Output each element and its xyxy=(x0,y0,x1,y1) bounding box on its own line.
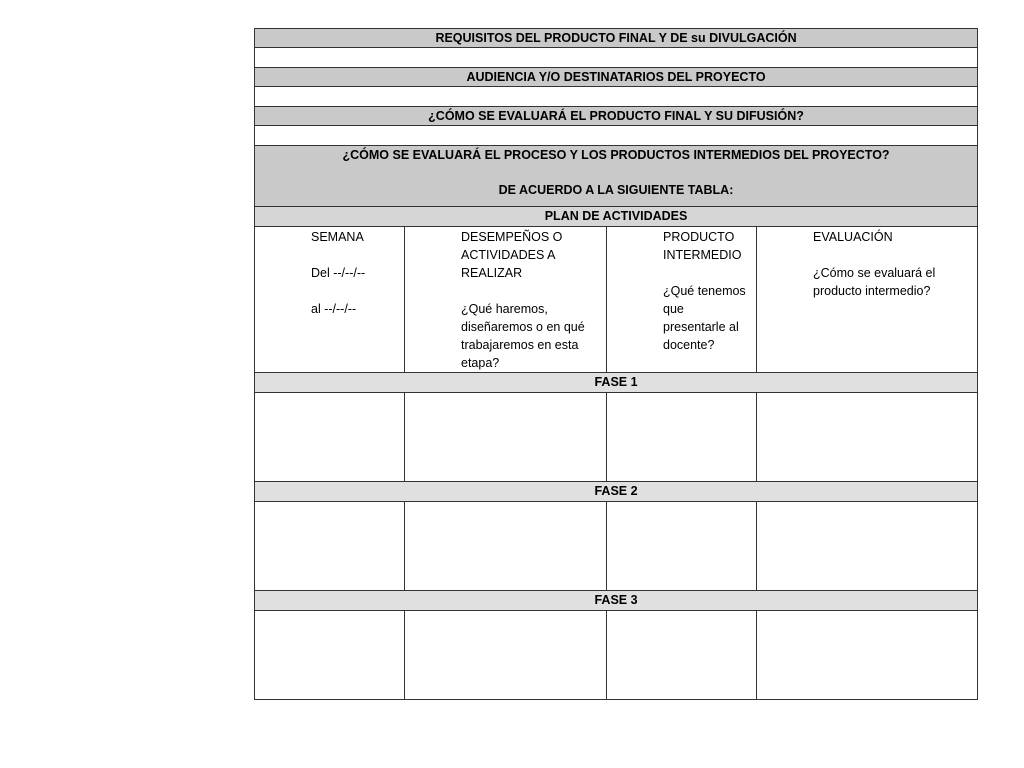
audiencia-header: AUDIENCIA Y/O DESTINATARIOS DEL PROYECTO xyxy=(255,68,978,87)
fase-3-semana-cell[interactable] xyxy=(255,611,405,700)
fase-2-evaluacion-cell[interactable] xyxy=(757,502,978,591)
fase-2-desempenos-cell[interactable] xyxy=(405,502,607,591)
audiencia-field[interactable] xyxy=(255,87,978,107)
column-header-evaluacion xyxy=(757,227,978,373)
tabla-subtitle: DE ACUERDO A LA SIGUIENTE TABLA: xyxy=(498,183,734,197)
plan-actividades-header: PLAN DE ACTIVIDADES xyxy=(255,207,978,227)
desempenos-label-3: REALIZAR xyxy=(461,266,523,280)
evaluacion-question-1: ¿Cómo se evaluará el xyxy=(813,266,936,280)
fase-2-header: FASE 2 xyxy=(255,482,978,502)
producto-label-1: PRODUCTO xyxy=(663,230,735,244)
producto-question-2: que xyxy=(663,302,684,316)
producto-label-2: INTERMEDIO xyxy=(663,248,742,262)
producto-question-1: ¿Qué tenemos xyxy=(663,284,746,298)
requisitos-field[interactable] xyxy=(255,48,978,68)
semana-label: SEMANA xyxy=(311,230,364,244)
desempenos-question-3: trabajaremos en esta xyxy=(461,338,579,352)
semana-al: al --/--/-- xyxy=(311,302,357,316)
fase-1-semana-cell[interactable] xyxy=(255,393,405,482)
fase-3-producto-cell[interactable] xyxy=(607,611,757,700)
desempenos-question-4: etapa? xyxy=(461,356,500,370)
desempenos-label-2: ACTIVIDADES A xyxy=(461,248,556,262)
fase-1-header: FASE 1 xyxy=(255,373,978,393)
desempenos-question-2: diseñaremos o en qué xyxy=(461,320,585,334)
fase-2-producto-cell[interactable] xyxy=(607,502,757,591)
producto-question-4: docente? xyxy=(663,338,715,352)
desempenos-label-1: DESEMPEÑOS O xyxy=(461,230,563,244)
fase-1-desempenos-cell[interactable] xyxy=(405,393,607,482)
producto-question-3: presentarle al xyxy=(663,320,739,334)
fase-2-semana-cell[interactable] xyxy=(255,502,405,591)
requisitos-header: REQUISITOS DEL PRODUCTO FINAL Y DE su DIVULGACIÓN xyxy=(255,29,978,48)
evaluacion-proceso-title: ¿CÓMO SE EVALUARÁ EL PROCESO Y LOS PRODUCTOS INTERMEDIOS DEL PROYECTO? xyxy=(342,148,890,162)
evaluacion-label: EVALUACIÓN xyxy=(813,230,893,244)
fase-3-header: FASE 3 xyxy=(255,591,978,611)
column-header-semana xyxy=(255,227,405,373)
project-form-table xyxy=(254,28,978,700)
fase-3-desempenos-cell[interactable] xyxy=(405,611,607,700)
evaluacion-question-2: producto intermedio? xyxy=(813,284,931,298)
fase-1-evaluacion-cell[interactable] xyxy=(757,393,978,482)
evaluacion-proceso-header xyxy=(255,146,978,207)
evaluacion-producto-field[interactable] xyxy=(255,126,978,146)
evaluacion-producto-header: ¿CÓMO SE EVALUARÁ EL PRODUCTO FINAL Y SU DIFUSIÓN? xyxy=(255,107,978,126)
desempenos-question-1: ¿Qué haremos, xyxy=(461,302,548,316)
fase-3-evaluacion-cell[interactable] xyxy=(757,611,978,700)
column-header-desempenos xyxy=(405,227,607,373)
column-header-producto xyxy=(607,227,757,373)
semana-del: Del --/--/-- xyxy=(311,266,366,280)
fase-1-producto-cell[interactable] xyxy=(607,393,757,482)
